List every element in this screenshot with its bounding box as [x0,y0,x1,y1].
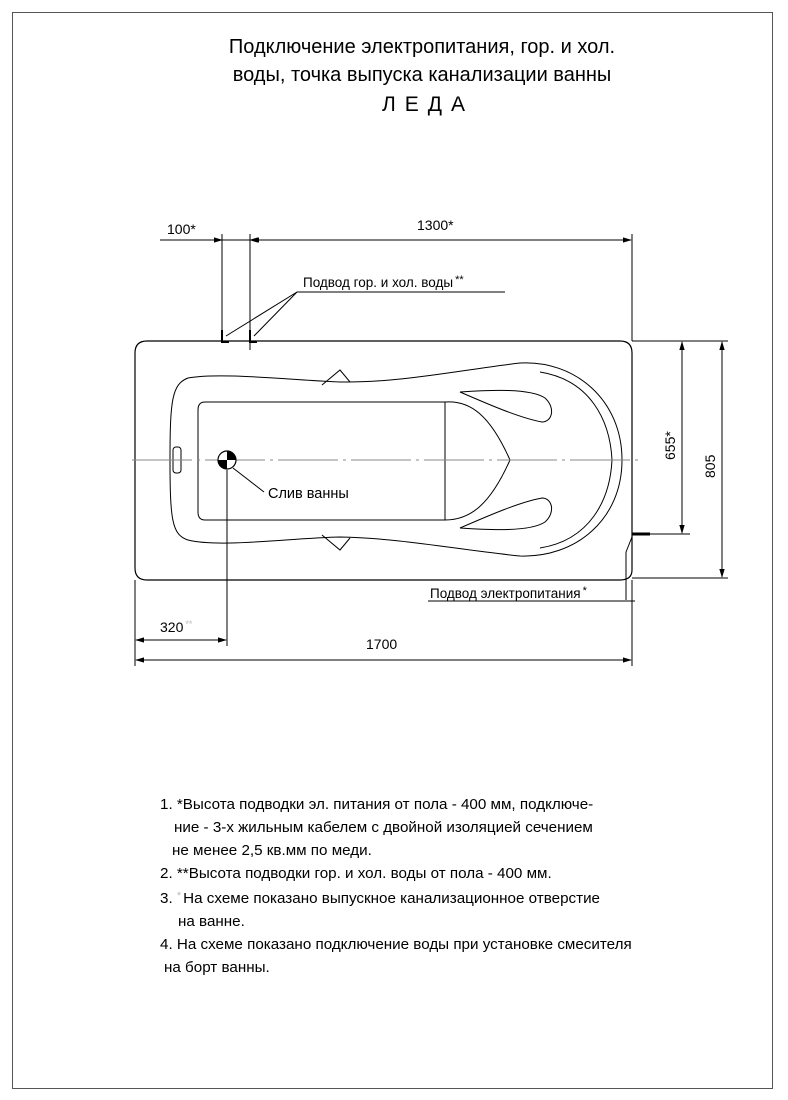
note-3-line-2: на ванне. [178,913,245,930]
bathtub-inner-basin [170,363,622,556]
note-3-line-1 [160,885,632,910]
dim-805-label: 805 [702,454,718,478]
drain-label: Слив ванны [268,486,349,502]
note-4-line-1: 4. На схеме показано подключение воды при установке смесителя [160,936,632,953]
note-3-number: 3. [160,890,177,907]
note-1-line-1: 1. *Высота подводки эл. питания от пола - 400 мм, подключе- [160,796,594,813]
water-pipe-right [250,330,257,342]
dim-320-text: 320 [160,619,184,635]
notes-block [160,793,632,979]
note-3-text: На схеме показано выпускное канализационное отверстие [183,890,601,907]
power-supply-label [430,585,588,601]
dim-320-label [160,619,193,635]
dim-1700-label: 1700 [366,636,398,652]
power-supply-text: Подвод электропитания [430,586,581,601]
title-model-name: ЛЕДА [381,93,475,116]
handle-top [460,390,552,422]
title-line-2: воды, точка выпуска канализации ванны [232,64,612,86]
drain-leader-line [233,468,264,492]
handle-bottom [460,498,552,530]
water-supply-mark: ** [455,274,464,286]
dim-655-label: 655* [662,431,678,460]
dim-320-mark: ** [185,619,193,629]
dim-1300-label: 1300* [417,217,454,233]
power-supply-mark: * [582,585,587,597]
water-supply-leader-1 [226,292,297,336]
headrest-outline [445,402,510,520]
water-supply-text: Подвод гор. и хол. воды [303,275,454,290]
note-1-line-2: ние - 3-х жильным кабелем с двойной изоляцией сечением [174,819,593,836]
note-1-line-3: не менее 2,5 кв.мм по меди. [172,842,372,859]
note-4-line-2: на борт ванны. [164,959,270,976]
fin-top [322,370,350,385]
water-supply-label [303,274,464,290]
note-2-line-1: 2. **Высота подводки гор. и хол. воды от пола - 400 мм. [160,865,552,882]
drain-symbol [218,451,236,469]
title-line-1: Подключение электропитания, гор. и хол. [228,36,616,58]
water-supply-leader-2 [254,292,297,336]
power-supply-leader [626,537,632,552]
water-pipe-left [222,330,229,342]
dim-100-label: 100* [167,221,196,237]
note-3-mark: * [176,890,182,902]
